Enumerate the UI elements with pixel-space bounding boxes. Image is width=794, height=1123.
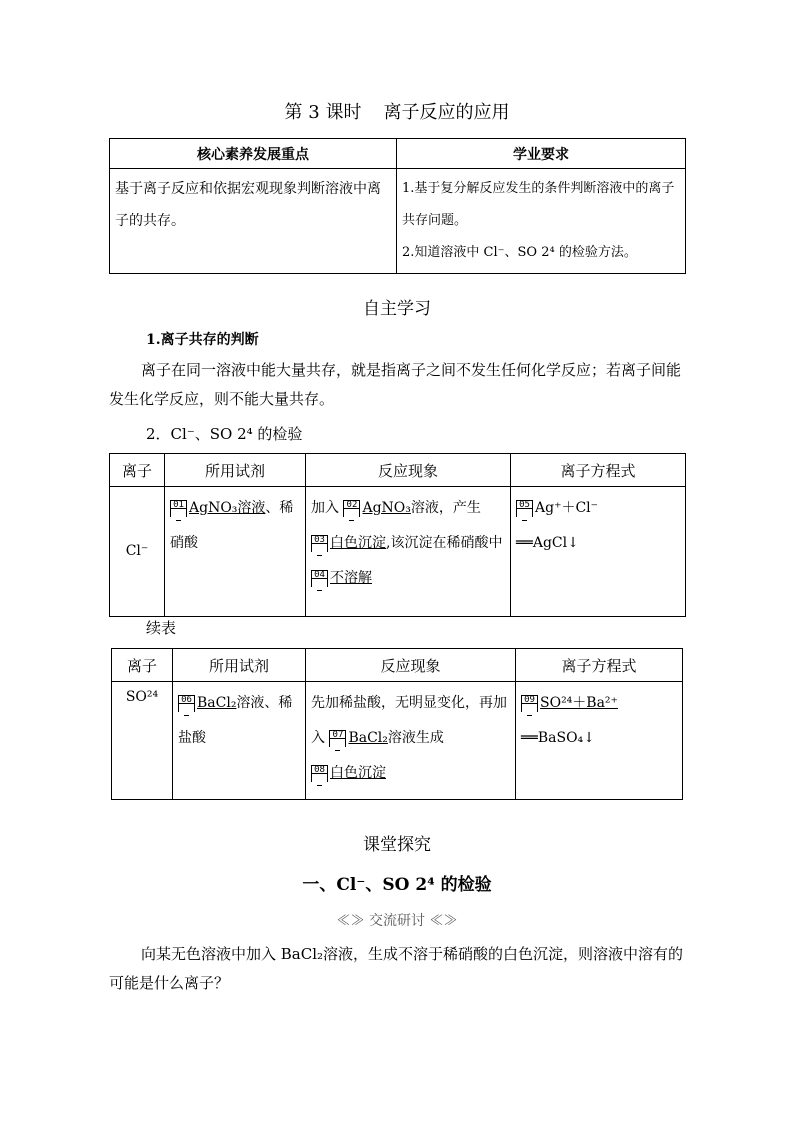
t3-header-phenomenon: 反应现象 xyxy=(306,649,516,682)
sulfate-test-table xyxy=(111,648,683,800)
t2-header-reagent: 所用试剂 xyxy=(165,454,306,487)
blank-marker-icon: 04 xyxy=(311,570,328,587)
blank-marker-icon: 02 xyxy=(343,500,360,517)
t2-header-phenomenon: 反应现象 xyxy=(306,454,511,487)
t2-reagent: 01 AgNO₃溶液、稀硝酸 xyxy=(165,487,306,617)
discussion-tag: ≪≫ 交流研讨 ≪≫ xyxy=(336,913,458,929)
question-text: 向某无色溶液中加入 BaCl₂溶液，生成不溶于稀硝酸的白色沉淀，则溶液中溶有的可能是什么离子？ xyxy=(109,945,684,992)
continued-label: 续表 xyxy=(146,619,177,637)
goals-header-req: 学业要求 xyxy=(397,139,686,169)
section-heading-class-inquiry: 课堂探究 xyxy=(363,835,431,855)
goals-table xyxy=(109,138,686,274)
lesson-topic: 离子反应的应用 xyxy=(383,102,510,123)
subsection-heading: 一、Cl⁻、SO 2⁴ 的检验 xyxy=(302,875,492,895)
t3-equation: 09 SO²⁴＋Ba²⁺ ══BaSO₄↓ xyxy=(516,682,683,800)
blank-marker-icon: 05 xyxy=(516,500,533,517)
goals-req-text: 1.基于复分解反应发生的条件判断溶液中的离子共存问题。 2.知道溶液中 Cl⁻、SO 2⁴ 的检验方法。 xyxy=(397,169,686,274)
blank-marker-icon: 06 xyxy=(178,695,195,712)
goals-header-core: 核心素养发展重点 xyxy=(110,139,397,169)
item1-title: 1.离子共存的判断 xyxy=(146,332,259,348)
blank-marker-icon: 09 xyxy=(521,695,538,712)
blank-marker-icon: 03 xyxy=(311,535,328,552)
t2-ion: Cl⁻ xyxy=(110,487,165,617)
t3-header-equation: 离子方程式 xyxy=(516,649,683,682)
t2-header-equation: 离子方程式 xyxy=(511,454,686,487)
t2-phenomenon: 加入 02 AgNO₃溶液，产生 03 白色沉淀,该沉淀在稀硝酸中 04 不溶解 xyxy=(306,487,511,617)
t3-phenomenon: 先加稀盐酸，无明显变化，再加入 07 BaCl₂溶液生成 08 白色沉淀 xyxy=(306,682,516,800)
page-title xyxy=(0,98,794,124)
blank-marker-icon: 07 xyxy=(329,730,346,747)
chloride-test-table xyxy=(109,453,686,617)
lesson-number: 第 3 课时 xyxy=(284,102,362,123)
section-heading-self-study: 自主学习 xyxy=(363,299,431,319)
t3-ion: SO²⁴ xyxy=(112,682,173,800)
t3-header-ion: 离子 xyxy=(112,649,173,682)
t2-equation: 05 Ag⁺＋Cl⁻ ══AgCl↓ xyxy=(511,487,686,617)
t3-header-reagent: 所用试剂 xyxy=(173,649,306,682)
item2-title: 2．Cl⁻、SO 2⁴ 的检验 xyxy=(146,425,303,443)
goals-core-text: 基于离子反应和依据宏观现象判断溶液中离子的共存。 xyxy=(110,169,397,274)
t3-reagent: 06 BaCl₂溶液、稀盐酸 xyxy=(173,682,306,800)
blank-marker-icon: 01 xyxy=(170,500,187,517)
t2-header-ion: 离子 xyxy=(110,454,165,487)
item1-body: 离子在同一溶液中能大量共存，就是指离子之间不发生任何化学反应；若离子间能发生化学反应，则不能大量共存。 xyxy=(109,361,682,408)
blank-marker-icon: 08 xyxy=(311,765,328,782)
